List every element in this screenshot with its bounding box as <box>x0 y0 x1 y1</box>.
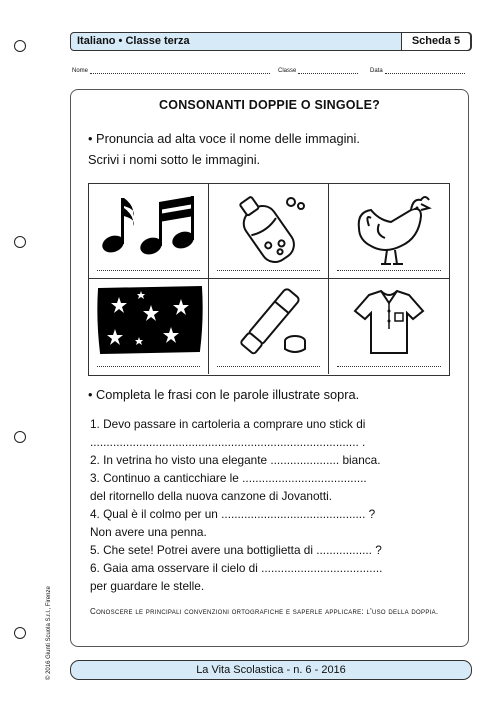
binder-hole <box>14 431 26 443</box>
image-cell-glue <box>209 279 329 374</box>
exercise-line[interactable]: 2. In vetrina ho visto una elegante ..................... bianca. <box>90 453 381 467</box>
image-cell-hen <box>329 184 449 279</box>
class-field[interactable] <box>278 67 358 74</box>
copyright-note: © 2016 Giunti Scuola S.r.l., Firenze <box>46 586 52 680</box>
image-cell-notes <box>89 184 209 279</box>
binder-hole <box>14 236 26 248</box>
answer-line[interactable] <box>217 366 320 367</box>
subject-label: Italiano • Classe terza <box>77 35 190 47</box>
answer-line[interactable] <box>97 366 200 367</box>
image-cell-sky <box>89 279 209 374</box>
header-bar <box>70 32 472 51</box>
music-notes-icon <box>89 184 209 274</box>
exercise-line: 1. Devo passare in cartoleria a comprare uno stick di <box>90 417 366 431</box>
shirt-icon <box>329 279 449 369</box>
instruction-line-2: Scrivi i nomi sotto le immagini. <box>88 152 261 167</box>
instruction-line-1: • Pronuncia ad alta voce il nome delle immagini. <box>88 131 360 146</box>
answer-line[interactable] <box>337 366 441 367</box>
date-field[interactable] <box>370 67 465 74</box>
sheet-label: Scheda 5 <box>401 32 471 51</box>
bottle-icon <box>209 184 329 274</box>
worksheet-title: CONSONANTI DOPPIE O SINGOLE? <box>159 98 380 112</box>
footer-bar <box>70 660 472 680</box>
image-cell-bottle <box>209 184 329 279</box>
class-field-label: Classe <box>278 68 297 74</box>
image-cell-shirt <box>329 279 449 374</box>
date-field-label: Data <box>370 68 383 74</box>
binder-hole <box>14 40 26 52</box>
worksheet-frame <box>70 89 469 647</box>
answer-line[interactable] <box>337 270 441 271</box>
name-field-label: Nome <box>72 68 89 74</box>
exercise-line[interactable]: 4. Qual è il colmo per un ............................................ ? <box>90 507 376 521</box>
exercise-line[interactable]: 5. Che sete! Potrei avere una bottiglietta di ................. ? <box>90 543 382 557</box>
answer-line[interactable] <box>97 270 200 271</box>
name-field[interactable] <box>72 67 270 74</box>
exercise-line: Non avere una penna. <box>90 525 207 539</box>
night-sky-stars-icon <box>89 279 209 369</box>
learning-objective: Conoscere le principali convenzioni ortografiche e saperle applicare: l'uso della doppia. <box>90 607 439 616</box>
glue-stick-icon <box>209 279 329 369</box>
binder-hole <box>14 627 26 639</box>
image-grid <box>88 183 450 376</box>
answer-line[interactable] <box>217 270 320 271</box>
exercise-line[interactable]: 3. Continuo a canticchiare le ...................................... <box>90 471 367 485</box>
exercise-line: del ritornello della nuova canzone di Jovanotti. <box>90 489 332 503</box>
exercise-line: per guardare le stelle. <box>90 579 205 593</box>
instruction-complete: • Completa le frasi con le parole illustrate sopra. <box>88 387 360 402</box>
exercise-line[interactable]: 6. Gaia ama osservare il cielo di ..................................... <box>90 561 383 575</box>
footer-label: La Vita Scolastica - n. 6 - 2016 <box>196 664 346 676</box>
exercise-line[interactable]: .................................................................................. . <box>90 435 366 449</box>
hen-icon <box>329 184 449 274</box>
